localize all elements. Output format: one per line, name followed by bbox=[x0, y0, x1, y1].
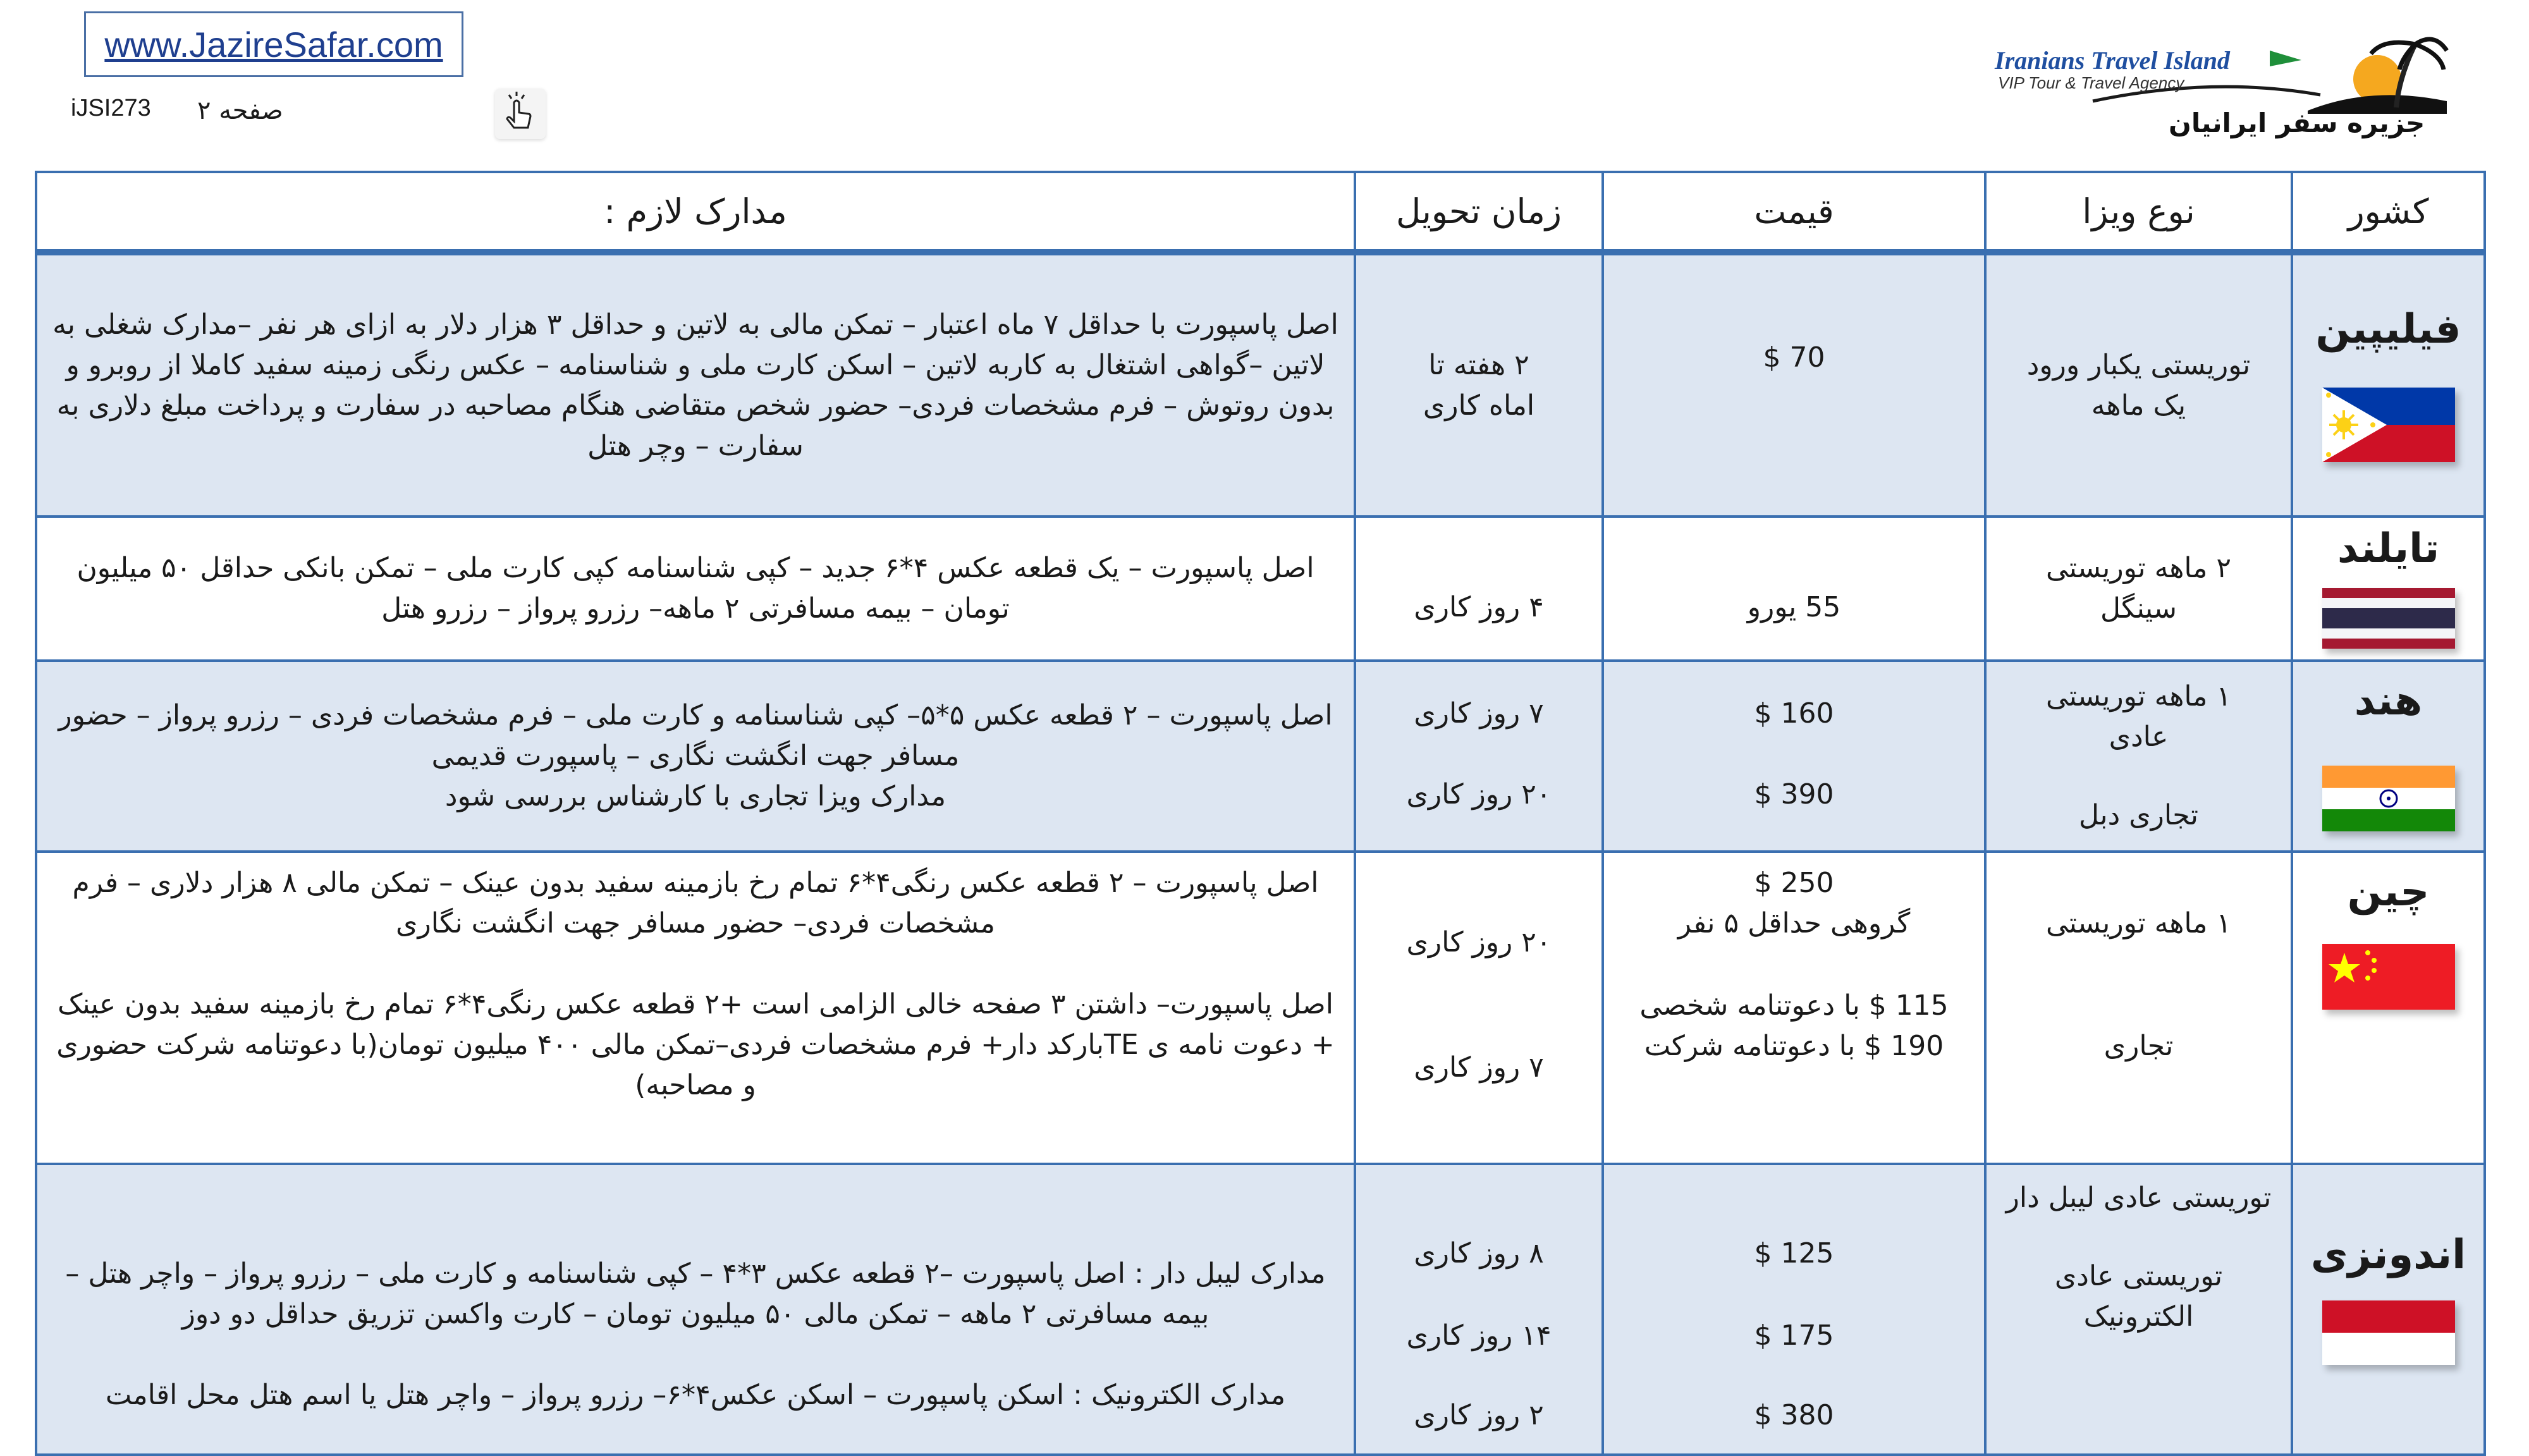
documents-text: اصل پاسپورت با حداقل ۷ ماه اعتبار – تمکن مالی به لاتین و حداقل ۳ هزار دلار به ازای هر نفر –مدارک شغلی به لاتین –گواهی اشتغال به کاربه لاتین – اسکن کارت ملی و شناسنامه – عکس رنگی زمینه سفید کاملا از روبرو و بدون روتوش – فرم مشخصات فردی– حضور شخص متقاضی هنگام مصاحبه در سفارت و پرداخت مبلغ دلاری به سفارت – وچر هتل bbox=[52, 308, 1338, 462]
india-flag-icon bbox=[2322, 766, 2455, 831]
column-header-delivery-time: زمان تحویل bbox=[1355, 172, 1603, 252]
logo-persian-name: جزیره سفر ایرانیان bbox=[2169, 107, 2425, 138]
page-number: صفحه ۲ bbox=[197, 96, 283, 125]
delivery-time-line: ۲۰ روز کاری bbox=[1406, 778, 1552, 811]
column-header-required-documents: مدارک لازم : bbox=[36, 172, 1355, 252]
table-row bbox=[36, 661, 2485, 852]
documents-text: اصل پاسپورت– داشتن ۳ صفحه خالی الزامی است +۲ قطعه عکس رنگی۴*۶ تمام رخ بازمینه سفید بدون عینک + دعوت نامه ی TEبارکد دار+ فرم مشخصات فردی–تمکن مالی ۴۰۰ میلیون تومان(با دعوتنامه شرکت حضوری و مصاحبه) bbox=[56, 988, 1335, 1101]
table-header-row bbox=[36, 172, 2485, 252]
documents-cell bbox=[36, 517, 1355, 661]
price-note: گروهی حداقل ۵ نفر bbox=[1677, 907, 1911, 939]
visa-type-cell bbox=[1985, 852, 2292, 1164]
documents-text: اصل پاسپورت – یک قطعه عکس ۴*۶ جدید – کپی شناسنامه کپی کارت ملی – تمکن بانکی حداقل ۵۰ میلیون تومان – بیمه مسافرتی ۲ ماهه– رزرو پرواز – رزرو هتل bbox=[77, 552, 1314, 625]
delivery-time-cell bbox=[1355, 252, 1603, 517]
price-cell bbox=[1603, 252, 1985, 517]
price-value: 250 $ bbox=[1754, 867, 1834, 899]
price-cell bbox=[1603, 661, 1985, 852]
country-cell bbox=[2292, 252, 2485, 517]
visa-type-line: توریستی عادی لیبل دار bbox=[2005, 1182, 2272, 1214]
visa-type-line: تجاری bbox=[2103, 1030, 2174, 1062]
price-value: 380 $ bbox=[1754, 1399, 1834, 1431]
visa-type-cell bbox=[1985, 1164, 2292, 1455]
visa-type-line: تجاری دبل bbox=[2079, 799, 2198, 831]
documents-cell bbox=[36, 1164, 1355, 1455]
visa-type-cell bbox=[1985, 252, 2292, 517]
column-header-price: قیمت bbox=[1603, 172, 1985, 252]
logo-tagline: VIP Tour & Travel Agency bbox=[1998, 73, 2184, 92]
visa-type-line: ۱ ماهه توریستی bbox=[2045, 680, 2232, 713]
documents-text: مدارک ویزا تجاری با کارشناس بررسی شود bbox=[444, 780, 946, 812]
visa-type-line: سینگل bbox=[2100, 592, 2177, 625]
delivery-time-line: ۲ هفته تا bbox=[1428, 348, 1529, 381]
price-value: 160 $ bbox=[1754, 697, 1834, 730]
country-name: تایلند bbox=[2337, 525, 2440, 572]
price-value: 390 $ bbox=[1754, 778, 1834, 811]
country-cell bbox=[2292, 661, 2485, 852]
documents-text: مدارک الکترونیک : اسکن پاسپورت – اسکن عکس۴*۶– رزرو پرواز – واچر هتل یا اسم هتل محل اقامت bbox=[105, 1379, 1286, 1411]
visa-type-line: یک ماهه bbox=[2091, 389, 2186, 422]
china-flag-icon bbox=[2322, 944, 2455, 1010]
website-link[interactable]: www.JazireSafar.com bbox=[84, 11, 463, 77]
delivery-time-line: ۲ روز کاری bbox=[1414, 1399, 1544, 1431]
table-row bbox=[36, 517, 2485, 661]
delivery-time-cell bbox=[1355, 852, 1603, 1164]
thailand-flag-icon bbox=[2322, 588, 2455, 649]
table-row bbox=[36, 852, 2485, 1164]
country-name: هند bbox=[2354, 678, 2423, 725]
visa-type-cell bbox=[1985, 517, 2292, 661]
delivery-time-line: اماه کاری bbox=[1423, 389, 1535, 422]
column-header-country: کشور bbox=[2292, 172, 2485, 252]
delivery-time-cell bbox=[1355, 1164, 1603, 1455]
documents-cell bbox=[36, 852, 1355, 1164]
delivery-time-line: ۴ روز کاری bbox=[1414, 591, 1544, 623]
country-name: اندونزی bbox=[2310, 1232, 2466, 1278]
delivery-time-line: ۷ روز کاری bbox=[1414, 697, 1544, 730]
delivery-time-cell bbox=[1355, 661, 1603, 852]
price-cell bbox=[1603, 1164, 1985, 1455]
price-value: 115 $ با دعوتنامه شخصی bbox=[1639, 989, 1949, 1022]
documents-text: اصل پاسپورت – ۲ قطعه عکس رنگی۴*۶ تمام رخ بازمینه سفید بدون عینک – تمکن مالی ۸ هزار دلاری – فرم مشخصات فردی– حضور مسافر جهت انگشت نگاری bbox=[72, 867, 1319, 939]
country-cell bbox=[2292, 852, 2485, 1164]
indonesia-flag-icon bbox=[2322, 1300, 2455, 1365]
delivery-time-line: ۷ روز کاری bbox=[1414, 1051, 1544, 1084]
country-name: چین bbox=[2347, 869, 2430, 915]
price-cell bbox=[1603, 517, 1985, 661]
documents-text: اصل پاسپورت – ۲ قطعه عکس ۵*۵– کپی شناسنامه و کارت ملی – فرم مشخصات فردی – رزرو پرواز – حضور مسافر جهت انگشت نگاری – پاسپورت قدیمی bbox=[58, 699, 1333, 772]
visa-type-line: عادی bbox=[2109, 721, 2169, 753]
documents-cell bbox=[36, 252, 1355, 517]
table-row bbox=[36, 1164, 2485, 1455]
documents-text: مدارک لیبل دار : اصل پاسپورت –۲ قطعه عکس ۳*۴ – کپی شناسنامه و کارت ملی – رزرو پرواز – واچر هتل – بیمه مسافرتی ۲ ماهه – تمکن مالی ۵۰ میلیون تومان – کارت واکسن تزریق حداقل دو دوز bbox=[65, 1257, 1326, 1330]
visa-table bbox=[35, 171, 2486, 1456]
delivery-time-cell bbox=[1355, 517, 1603, 661]
price-cell bbox=[1603, 852, 1985, 1164]
visa-type-line: ۱ ماهه توریستی bbox=[2045, 907, 2232, 939]
price-value: 70 $ bbox=[1763, 341, 1825, 374]
country-name: فیلیپین bbox=[2315, 305, 2461, 353]
delivery-time-line: ۱۴ روز کاری bbox=[1406, 1319, 1552, 1352]
delivery-time-line: ۲۰ روز کاری bbox=[1406, 926, 1552, 958]
column-header-visa-type: نوع ویزا bbox=[1985, 172, 2292, 252]
delivery-time-line: ۸ روز کاری bbox=[1414, 1237, 1544, 1269]
philippines-flag-icon bbox=[2322, 388, 2455, 462]
document-code: iJSI273 bbox=[71, 95, 151, 121]
country-cell bbox=[2292, 517, 2485, 661]
price-value: 55 یورو bbox=[1747, 591, 1841, 623]
visa-type-line: توریستی یکبار ورود bbox=[2026, 348, 2251, 381]
price-value: 190 $ با دعوتنامه شرکت bbox=[1644, 1030, 1944, 1062]
table-row bbox=[36, 252, 2485, 517]
visa-type-line: توریستی عادی الکترونیک bbox=[2054, 1260, 2223, 1333]
documents-cell bbox=[36, 661, 1355, 852]
price-value: 175 $ bbox=[1754, 1319, 1834, 1352]
visa-type-cell bbox=[1985, 661, 2292, 852]
logo-english-name: Iranians Travel Island bbox=[1995, 46, 2230, 75]
hand-cursor-icon[interactable] bbox=[495, 89, 546, 139]
price-value: 125 $ bbox=[1754, 1237, 1834, 1269]
country-cell bbox=[2292, 1164, 2485, 1455]
visa-type-line: ۲ ماهه توریستی bbox=[2045, 552, 2232, 584]
